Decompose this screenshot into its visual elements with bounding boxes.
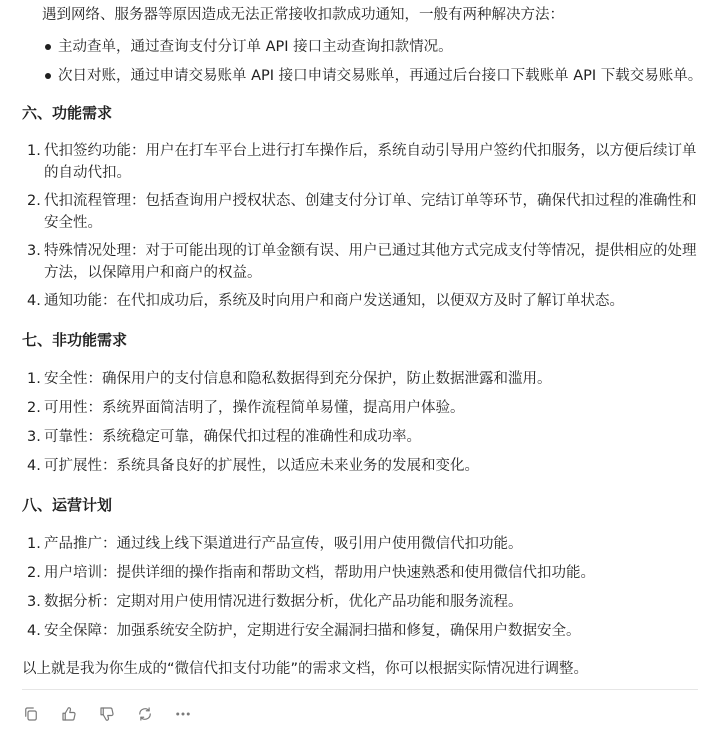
list-item: 通知功能：在代扣成功后，系统及时向用户和商户发送通知，以便双方及时了解订单状态。 bbox=[44, 293, 624, 309]
list-number: 1. bbox=[27, 536, 41, 552]
list-item-continuation: 的自动代扣。 bbox=[44, 165, 131, 181]
section-heading: 六、功能需求 bbox=[22, 104, 113, 122]
list-number: 4. bbox=[27, 293, 41, 309]
list-item: 代扣签约功能：用户在打车平台上进行打车操作后，系统自动引导用户签约代扣服务，以方便后续订单 bbox=[44, 143, 697, 159]
copy-icon bbox=[22, 705, 40, 723]
more-button[interactable] bbox=[172, 703, 194, 725]
dislike-button[interactable] bbox=[96, 703, 118, 725]
list-number: 3. bbox=[27, 243, 41, 259]
list-item: 可扩展性：系统具备良好的扩展性，以适应未来业务的发展和变化。 bbox=[44, 458, 479, 474]
list-item: 代扣流程管理：包括查询用户授权状态、创建支付分订单、完结订单等环节，确保代扣过程的准确性和 bbox=[44, 193, 697, 209]
list-item: 用户培训：提供详细的操作指南和帮助文档，帮助用户快速熟悉和使用微信代扣功能。 bbox=[44, 565, 595, 581]
list-item: 特殊情况处理：对于可能出现的订单金额有误、用户已通过其他方式完成支付等情况，提供相应的处理 bbox=[44, 243, 697, 259]
bullet-item: 次日对账，通过申请交易账单 API 接口申请交易账单，再通过后台接口下载账单 API 下载交易账单。 bbox=[58, 68, 703, 84]
list-number: 3. bbox=[27, 594, 41, 610]
bullet-dot bbox=[45, 44, 51, 50]
thumbs-down-icon bbox=[98, 705, 116, 723]
list-number: 2. bbox=[27, 400, 41, 416]
list-item: 可用性：系统界面简洁明了，操作流程简单易懂，提高用户体验。 bbox=[44, 400, 465, 416]
regenerate-icon bbox=[136, 705, 154, 723]
regenerate-button[interactable] bbox=[134, 703, 156, 725]
list-number: 1. bbox=[27, 371, 41, 387]
divider bbox=[22, 689, 698, 690]
like-button[interactable] bbox=[58, 703, 80, 725]
list-number: 2. bbox=[27, 193, 41, 209]
intro-text: 遇到网络、服务器等原因造成无法正常接收扣款成功通知，一般有两种解决方法： bbox=[42, 7, 564, 23]
list-number: 2. bbox=[27, 565, 41, 581]
more-icon bbox=[174, 705, 192, 723]
bullet-dot bbox=[45, 73, 51, 79]
copy-button[interactable] bbox=[20, 703, 42, 725]
closing-text: 以上就是我为你生成的“微信代扣支付功能”的需求文档，你可以根据实际情况进行调整。 bbox=[22, 661, 589, 677]
bullet-item: 主动查单，通过查询支付分订单 API 接口主动查询扣款情况。 bbox=[58, 39, 453, 55]
list-number: 1. bbox=[27, 143, 41, 159]
list-item: 数据分析：定期对用户使用情况进行数据分析，优化产品功能和服务流程。 bbox=[44, 594, 523, 610]
list-item: 可靠性：系统稳定可靠，确保代扣过程的准确性和成功率。 bbox=[44, 429, 421, 445]
list-item-continuation: 安全性。 bbox=[44, 215, 102, 231]
message-actions-toolbar bbox=[20, 702, 194, 726]
list-item: 安全性：确保用户的支付信息和隐私数据得到充分保护，防止数据泄露和滥用。 bbox=[44, 371, 552, 387]
section-heading: 七、非功能需求 bbox=[22, 331, 128, 349]
thumbs-up-icon bbox=[60, 705, 78, 723]
list-number: 3. bbox=[27, 429, 41, 445]
list-item: 产品推广：通过线上线下渠道进行产品宣传，吸引用户使用微信代扣功能。 bbox=[44, 536, 523, 552]
list-item-continuation: 方法，以保障用户和商户的权益。 bbox=[44, 265, 262, 281]
list-number: 4. bbox=[27, 458, 41, 474]
list-number: 4. bbox=[27, 623, 41, 639]
section-heading: 八、运营计划 bbox=[22, 496, 113, 514]
list-item: 安全保障：加强系统安全防护，定期进行安全漏洞扫描和修复，确保用户数据安全。 bbox=[44, 623, 581, 639]
